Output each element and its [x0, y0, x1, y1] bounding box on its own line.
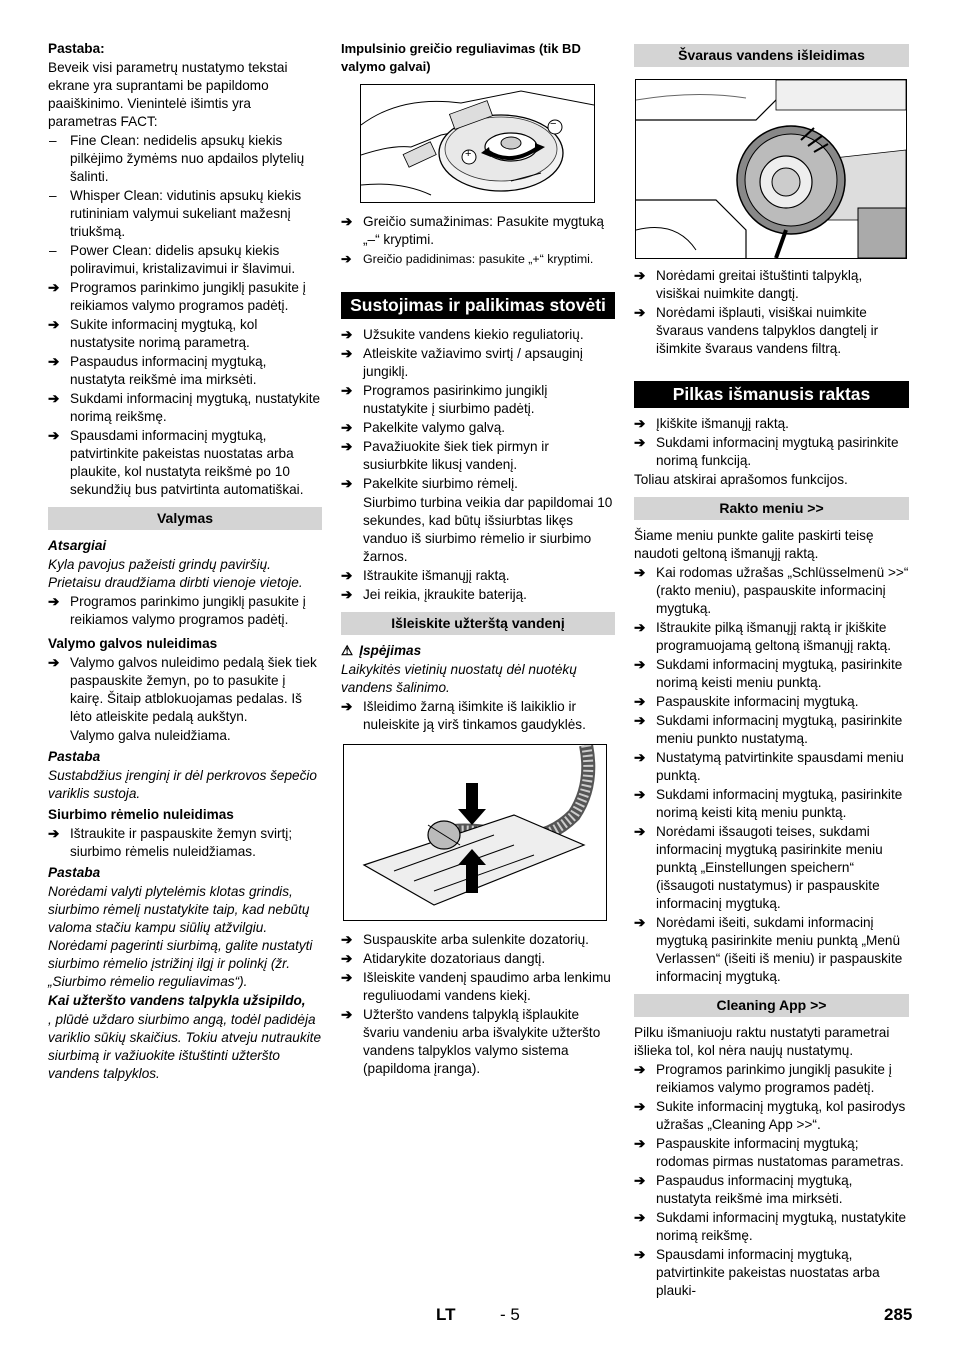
arrow-icon: ➔ — [634, 1210, 646, 1225]
arrow-icon: ➔ — [634, 435, 646, 450]
note-title: Pastaba: — [48, 41, 105, 56]
step-item: ➔ Programos parinkimo jungiklį pasukite į reikiamos valymo programos padėtį. — [48, 280, 306, 313]
step-item: ➔ Pavažiuokite šiek tiek pirmyn ir susiurbkite likusį vandenį. — [341, 439, 549, 472]
arrow-icon: ➔ — [341, 252, 352, 266]
arrow-icon: ➔ — [341, 951, 353, 966]
arrow-icon: ➔ — [634, 416, 646, 431]
step-item: ➔ Paspaudus informacinį mygtuką, nustatyta reikšmė ima mirksėti. — [48, 354, 267, 387]
arrow-icon: ➔ — [341, 568, 353, 583]
arrow-icon: ➔ — [341, 970, 353, 985]
arrow-icon: ➔ — [341, 420, 353, 435]
step-item: ➔ Paspaudus informacinį mygtuką, nustatyta reikšmė ima mirksėti. — [634, 1173, 853, 1206]
note-text: , plūdė uždaro siurbimo angą, todėl padidėja variklio sūkių skaičius. Tokiu atveju nutraukite siurbimą ir važiuokite ištuštinti užteršto vandens talpyklos. — [48, 1012, 322, 1081]
bold-note: Kai užteršto vandens talpykla užsipildo, — [48, 993, 306, 1008]
section-heading-grey-key: Pilkas išmanusis raktas — [634, 381, 909, 408]
arrow-icon: ➔ — [341, 587, 353, 602]
arrow-icon: ➔ — [634, 565, 646, 580]
step-result: Valymo galva nuleidžiama. — [70, 728, 231, 743]
arrow-icon: ➔ — [634, 694, 646, 709]
step-item: ➔ Spausdami informacinį mygtuką, patvirtinkite pakeistas nuostatas arba plaukite, kol nustatyta reikšmė po 10 sekundžių bus patvirtinta automatiškai. — [48, 428, 304, 497]
arrow-icon: ➔ — [48, 594, 60, 609]
step-item: ➔ Kai rodomas užrašas „Schlüsselmenü >>“ (rakto meniu), paspauskite informacinį mygtuką. — [634, 565, 909, 616]
step-item: ➔ Sukite informacinį mygtuką, kol nustatysite norimą parametrą. — [48, 317, 258, 350]
arrow-icon: ➔ — [48, 317, 60, 332]
step-item: ➔ Paspauskite informacinį mygtuką; rodomas pirmas nustatomas parametras. — [634, 1136, 904, 1169]
column-1 — [48, 40, 322, 1084]
step-item: ➔ Išleiskite vandenį spaudimo arba lenkimu reguliuodami vandens kiekį. — [341, 970, 611, 1003]
section-heading-cleaning-app: Cleaning App >> — [634, 994, 909, 1017]
section-heading-dirty-water: Išleiskite užterštą vandenį — [341, 612, 615, 635]
footer-page-number: 285 — [884, 1305, 913, 1324]
step-item: ➔ Atidarykite dozatoriaus dangtį. — [341, 951, 546, 966]
dash-icon: – — [49, 133, 57, 148]
body-text: Toliau atskirai aprašomos funkcijos. — [634, 472, 848, 487]
clean-water-tank-illustration — [636, 80, 906, 258]
step-item: ➔ Išleidimo žarną išimkite iš laikiklio ir nuleiskite ją virš tinkamos gaudyklės. — [341, 699, 586, 732]
step-item: ➔ Sukite informacinį mygtuką, kol pasirodys užrašas „Cleaning App >>“. — [634, 1099, 906, 1132]
note-text: Norėdami valyti plytelėmis klotas grindis, siurbimo rėmelį nustatykite taip, kad nebūtų valoma stačiu kampu siūlių atžvilgiu. Norėdami pagerinti siurbimą, galite nustatyti siurbimo rėmelio įstrižinį ilgį ir polinkį (žr. „Siurbimo rėmelio reguliavimas“). — [48, 884, 313, 989]
dash-icon: – — [49, 188, 57, 203]
step-item: ➔ Ištraukite išmanųjį raktą. — [341, 568, 510, 583]
column-3 — [634, 40, 909, 1301]
figure-speed-knob — [360, 84, 595, 203]
step-item: ➔ Programos pasirinkimo jungiklį nustatykite į siurbimo padėtį. — [341, 383, 548, 416]
subheading-remelio: Siurbimo rėmelio nuleidimas — [48, 807, 234, 822]
arrow-icon: ➔ — [341, 383, 353, 398]
caution-title: Atsargiai — [48, 538, 107, 553]
step-item: ➔ Sukdami informacinį mygtuką, pasirinkite norimą keisti kitą meniu punktą. — [634, 787, 903, 820]
step-item: ➔ Greičio padidinimas: pasukite „+“ kryptimi. — [341, 252, 594, 266]
arrow-icon: ➔ — [341, 346, 353, 361]
arrow-icon: ➔ — [48, 280, 60, 295]
step-item: ➔ Programos parinkimo jungiklį pasukite į reikiamos valymo programos padėtį. — [634, 1062, 892, 1095]
subheading-galva: Valymo galvos nuleidimas — [48, 636, 218, 651]
warning-title: ⚠ Įspėjimas — [341, 643, 422, 658]
arrow-icon: ➔ — [341, 1007, 353, 1022]
note-text: Sustabdžius įrenginį ir dėl perkrovos šepečio variklis sustoja. — [48, 768, 317, 801]
subheading-impulse: Impulsinio greičio reguliavimas (tik BD valymo galvai) — [341, 41, 581, 74]
arrow-icon: ➔ — [341, 327, 353, 342]
body-text: Pilku išmaniuoju raktu nustatyti parametrai išlieka tol, kol nėra naujų nustatymų. — [634, 1025, 890, 1058]
arrow-icon: ➔ — [634, 1062, 646, 1077]
step-item: ➔ Sukdami informacinį mygtuką pasirinkite norimą funkciją. — [634, 435, 899, 468]
arrow-icon: ➔ — [341, 476, 353, 491]
arrow-icon: ➔ — [341, 439, 353, 454]
step-item: ➔ Spausdami informacinį mygtuką, patvirtinkite pakeistas nuostatas arba plauki- — [634, 1247, 880, 1298]
step-item: ➔ Sukdami informacinį mygtuką, pasirinkite meniu punkto nustatymą. — [634, 713, 903, 746]
arrow-icon: ➔ — [634, 305, 646, 320]
step-item: ➔ Greičio sumažinimas: Pasukite mygtuką „–“ kryptimi. — [341, 214, 604, 247]
step-item: ➔ Atleiskite važiavimo svirtį / apsauginį jungiklį. — [341, 346, 583, 379]
step-item: ➔ Norėdami greitai ištuštinti talpyklą, visiškai nuimkite dangtį. — [634, 268, 863, 301]
footer-section-number: - 5 — [500, 1305, 520, 1324]
arrow-icon: ➔ — [634, 824, 646, 839]
arrow-icon: ➔ — [48, 826, 60, 841]
steps-list — [48, 279, 322, 499]
arrow-icon: ➔ — [48, 655, 60, 670]
arrow-icon: ➔ — [634, 1247, 646, 1262]
warning-text: Laikykitės vietinių nuostatų dėl nuotėkų vandens šalinimo. — [341, 662, 577, 695]
arrow-icon: ➔ — [634, 750, 646, 765]
step-item: ➔ Įkiškite išmanųjį raktą. — [634, 416, 789, 431]
section-heading-clean-water: Švaraus vandens išleidimas — [634, 44, 909, 67]
footer-language: LT — [436, 1305, 456, 1324]
plus-label: + — [465, 148, 472, 160]
dash-icon: – — [49, 243, 57, 258]
step-item: ➔ Ištraukite pilką išmanųjį raktą ir įkiškite programuojamą geltoną išmanųjį raktą. — [634, 620, 891, 653]
step-result: Siurbimo turbina veikia dar papildomai 10 sekundes, kad būtų išsiurbtas likęs vanduo iš siurbimo rėmelio ir siurbimo žarnos. — [363, 495, 613, 564]
section-heading-valymas: Valymas — [48, 507, 322, 530]
step-item: ➔ Ištraukite ir paspauskite žemyn svirtį; siurbimo rėmelis nuleidžiamas. — [48, 826, 293, 859]
note-title: Pastaba — [48, 749, 101, 764]
arrow-icon: ➔ — [634, 657, 646, 672]
arrow-icon: ➔ — [48, 391, 60, 406]
list-item: – Whisper Clean: vidutinis apsukų kiekis rutininiam valymui sukeliant mažesnį triukšmą. — [49, 188, 302, 239]
warning-icon: ⚠ — [341, 643, 354, 658]
step-item: ➔ Užsukite vandens kiekio reguliatorių. — [341, 327, 584, 342]
step-item: ➔ Pakelkite siurbimo rėmelį. — [341, 476, 518, 491]
arrow-icon: ➔ — [634, 1099, 646, 1114]
section-heading-stop: Sustojimas ir palikimas stovėti — [341, 292, 615, 319]
step-item: ➔ Užteršto vandens talpyklą išplaukite švariu vandeniu arba išvalykite užteršto vandens talpyklos valymo sistema (papildoma įranga). — [341, 1007, 601, 1076]
step-item: ➔ Sukdami informacinį mygtuką, nustatykite norimą reikšmę. — [634, 1210, 907, 1243]
fact-list — [48, 132, 322, 278]
step-item: ➔ Programos parinkimo jungiklį pasukite į reikiamos valymo programos padėtį. — [48, 594, 306, 627]
figure-clean-water-tank — [635, 79, 907, 259]
step-item: ➔ Sukdami informacinį mygtuką, nustatykite norimą reikšmę. — [48, 391, 321, 424]
arrow-icon: ➔ — [341, 699, 353, 714]
step-item: ➔ Norėdami išplauti, visiškai nuimkite švaraus vandens talpyklos dangtelį ir išimkite švaraus vandens filtrą. — [634, 305, 879, 356]
step-item: ➔ Jei reikia, įkraukite bateriją. — [341, 587, 527, 602]
drain-hose-illustration — [344, 745, 606, 920]
speed-knob-illustration — [361, 85, 594, 202]
arrow-icon: ➔ — [341, 932, 353, 947]
note-text: Beveik visi parametrų nustatymo tekstai ekrane yra suprantami be papildomo paaiškinimo. Vienintelė išimtis yra parametras FACT: — [48, 60, 288, 129]
arrow-icon: ➔ — [634, 620, 646, 635]
step-item: ➔ Sukdami informacinį mygtuką, pasirinkite norimą keisti meniu punktą. — [634, 657, 903, 690]
arrow-icon: ➔ — [634, 268, 646, 283]
section-heading-key-menu: Rakto meniu >> — [634, 497, 909, 520]
step-item: ➔ Valymo galvos nuleidimo pedalą šiek tiek paspauskite žemyn, po to pasukite į kairę. Šitaip atblokuojamas pedalas. Iš lėto atleiskite pedalą aukštyn. — [48, 655, 317, 724]
arrow-icon: ➔ — [634, 1136, 646, 1151]
caution-text: Kyla pavojus pažeisti grindų paviršių. Prietaisu draudžiama dirbti vienoje vietoje. — [48, 557, 303, 590]
step-item: ➔ Norėdami išeiti, sukdami informacinį mygtuką pasirinkite meniu punktą „Menü Verlassen“ (išeiti iš meniu) ir paspauskite informacinį mygtuką. — [634, 915, 903, 984]
step-item: ➔ Norėdami išsaugoti teises, sukdami informacinį mygtuką pasirinkite meniu punktą „Einstellungen speichern“ (išsaugoti nustatymus) ir paspauskite informacinį mygtuką. — [634, 824, 883, 911]
arrow-icon: ➔ — [341, 214, 353, 229]
arrow-icon: ➔ — [634, 787, 646, 802]
figure-drain-hose — [343, 744, 607, 921]
body-text: Šiame meniu punkte galite paskirti teisę naudoti geltoną išmanųjį raktą. — [634, 528, 874, 561]
step-item: ➔ Pakelkite valymo galvą. — [341, 420, 506, 435]
note-title: Pastaba — [48, 865, 101, 880]
column-2 — [341, 40, 615, 1079]
list-item: – Fine Clean: nedidelis apsukų kiekis pilkėjimo žymėms nuo apdailos plytelių šalinti. — [49, 133, 305, 184]
arrow-icon: ➔ — [48, 354, 60, 369]
arrow-icon: ➔ — [634, 1173, 646, 1188]
step-item: ➔ Paspauskite informacinį mygtuką. — [634, 694, 859, 709]
arrow-icon: ➔ — [634, 713, 646, 728]
arrow-icon: ➔ — [634, 915, 646, 930]
minus-label: − — [550, 118, 557, 130]
list-item: – Power Clean: didelis apsukų kiekis poliravimui, kristalizavimui ir šlavimui. — [49, 243, 296, 276]
step-item: ➔ Nustatymą patvirtinkite spausdami meniu punktą. — [634, 750, 904, 783]
arrow-icon: ➔ — [48, 428, 60, 443]
step-item: ➔ Suspauskite arba sulenkite dozatorių. — [341, 932, 589, 947]
